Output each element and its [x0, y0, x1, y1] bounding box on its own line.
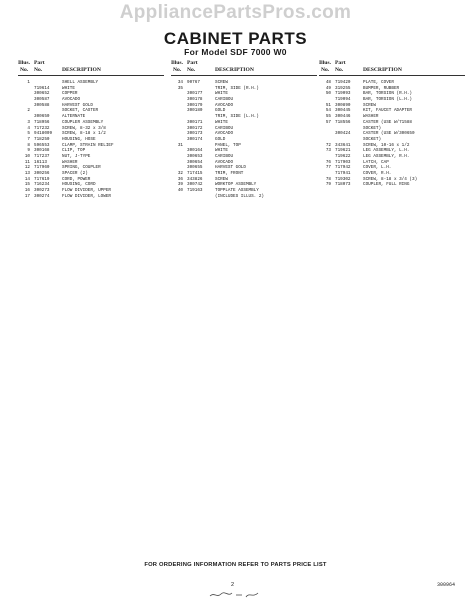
illus-header: Illus.	[319, 60, 331, 66]
part-description: BAR, TORSION (R.H.)	[363, 91, 412, 97]
part-number: 716234	[34, 182, 50, 188]
part-description: LEG ASSEMBLY, R.H.	[363, 153, 410, 159]
part-description: WHITE	[215, 91, 228, 97]
illus-number: 50	[325, 91, 331, 97]
part-number: 596553	[34, 142, 50, 148]
part-number: 717941	[335, 171, 351, 176]
part-description: TRIM, SIDE (L.H.)	[215, 114, 259, 120]
header-rule	[18, 75, 164, 76]
page-title: CABINET PARTS	[163, 29, 308, 48]
part-number: 300446	[335, 114, 351, 120]
part-description: SOCKET)	[363, 136, 382, 142]
part-number: 16113	[34, 159, 47, 165]
part-description: LEG ASSEMBLY, L.H.	[363, 148, 410, 154]
part-description: TRIM, SIDE (R.H.)	[215, 85, 259, 91]
part-number: 300179	[187, 102, 203, 108]
part-number: 719094	[335, 97, 351, 103]
illus-number: 15	[24, 182, 30, 188]
part-description: SPACER (2)	[62, 171, 88, 176]
illus-number: 54	[325, 108, 331, 114]
illus-number: 78	[325, 176, 331, 182]
illus-number: 4	[27, 125, 30, 131]
part-description: SOCKET, CASTER	[62, 108, 99, 114]
part-number: 719093	[335, 91, 351, 97]
illus-number: 36	[177, 176, 183, 182]
part-description: FLOW DIVIDER, UPPER	[62, 188, 111, 194]
part-description: SCREW	[363, 102, 376, 108]
part-number: 718250	[34, 136, 50, 142]
part-number: 300742	[187, 182, 203, 188]
part-number: 718956	[34, 119, 50, 125]
illus-number: 17	[24, 193, 30, 199]
parts-column-3	[319, 60, 465, 188]
part-description: NUT, J-TYPE	[62, 153, 91, 159]
part-number: 300256	[34, 171, 50, 176]
part-number: 300652	[34, 91, 50, 97]
illus-number: 76	[325, 159, 331, 165]
part-description: KIT, FAUCET ADAPTER	[363, 108, 412, 114]
part-description: CASTER (USE W/71588	[363, 119, 412, 125]
parts-rows	[18, 80, 164, 199]
part-description: SCREW, 10-16 x 1/2	[363, 142, 410, 148]
part-header: Part	[187, 60, 198, 66]
illus-number: 2	[27, 108, 30, 114]
part-description: SPRING, COUPLER	[62, 165, 101, 171]
part-description: CARIBOU	[215, 125, 234, 131]
part-number: 300177	[187, 91, 203, 97]
part-description: WASHER	[363, 114, 379, 120]
part-description: ALTERNATE	[62, 114, 86, 120]
part-number: 300172	[187, 125, 203, 131]
part-description: HARVEST GOLD	[215, 165, 246, 171]
part-description: CASTER (USE W/300650	[363, 131, 415, 137]
part-number: 300273	[34, 188, 50, 194]
part-number: 719614	[34, 85, 50, 91]
illus-header: Illus.	[18, 60, 30, 66]
header-rule	[171, 75, 317, 76]
illus-number: 49	[325, 85, 331, 91]
part-description: HARVEST GOLD	[62, 102, 93, 108]
illus-no-header: No.	[20, 67, 29, 73]
illus-number: 9	[27, 148, 30, 154]
illus-no-header: No.	[321, 67, 330, 73]
part-number: 90767	[187, 80, 200, 85]
part-description: (INCLUDES ILLUS. 2)	[215, 193, 264, 199]
illus-number: 55	[325, 114, 331, 120]
part-row	[171, 194, 317, 200]
part-description: LATCH, CAP	[363, 159, 389, 165]
handwritten-mark	[208, 589, 260, 599]
illus-number: 10	[24, 153, 30, 159]
illus-number: 12	[24, 165, 30, 171]
illus-number: 79	[325, 182, 331, 188]
illus-number: 3	[27, 119, 30, 125]
part-number: 719621	[335, 148, 351, 154]
part-number: 300168	[34, 148, 50, 154]
illus-number: 40	[177, 188, 183, 194]
part-number: 300173	[187, 131, 203, 137]
part-description: GOLD	[215, 136, 226, 142]
part-description: GOLD	[215, 108, 226, 114]
part-description: SCREW	[215, 80, 228, 85]
part-description: HOUSING, HOSE	[62, 136, 96, 142]
illus-number: 14	[24, 176, 30, 182]
part-header: Part	[335, 60, 346, 66]
part-number: 717232	[34, 125, 50, 131]
part-no-header: No.	[335, 67, 344, 73]
page-number: 2	[231, 582, 235, 588]
description-header: DESCRIPTION	[363, 67, 402, 73]
illus-no-header: No.	[173, 67, 182, 73]
part-number: 300424	[335, 131, 351, 137]
part-description: CLIP, TOP	[62, 148, 86, 154]
part-description: TRIM, FRONT	[215, 171, 244, 176]
illus-number: 1	[27, 80, 30, 85]
part-number: 300650	[34, 114, 50, 120]
part-description: SCREW	[215, 176, 228, 182]
illus-number: 35	[177, 85, 183, 91]
part-description: FLOW DIVIDER, LOWER	[62, 193, 111, 199]
part-description: SCREW, 8-18 x 3/4 (3)	[363, 176, 418, 182]
parts-rows	[319, 80, 465, 188]
illus-number: 32	[177, 171, 183, 176]
illus-number: 34	[177, 80, 183, 85]
watermark-text: AppliancePartsPros.com	[119, 2, 352, 23]
illus-number: 8	[27, 142, 30, 148]
illus-number: 7	[27, 136, 30, 142]
part-number: 300174	[187, 136, 203, 142]
header-rule	[319, 75, 465, 76]
part-no-header: No.	[187, 67, 196, 73]
part-number: 300587	[34, 97, 50, 103]
part-number: 719302	[335, 176, 351, 182]
part-number: 300180	[187, 108, 203, 114]
part-number: 300655	[187, 165, 203, 171]
description-header: DESCRIPTION	[215, 67, 254, 73]
column-header	[171, 60, 317, 80]
column-header	[319, 60, 465, 80]
part-description: WHITE	[215, 119, 228, 125]
part-number: 300171	[187, 119, 203, 125]
illus-number: 31	[177, 142, 183, 148]
illus-number: 5	[27, 131, 30, 137]
part-description: PANEL, TOP	[215, 142, 241, 148]
part-description: WORKTOP ASSEMBLY	[215, 182, 257, 188]
part-description: SOCKET)	[363, 125, 382, 131]
illus-number: 77	[325, 165, 331, 171]
part-number: 719622	[335, 153, 351, 159]
part-description: COPPER	[62, 91, 78, 97]
document-code: 300964	[437, 582, 456, 588]
part-description: AVOCADO	[215, 102, 234, 108]
part-description: AVOCADO	[215, 159, 234, 165]
part-description: CARIBOU	[215, 97, 234, 103]
part-number: 300445	[335, 108, 351, 114]
part-number: 300588	[34, 102, 50, 108]
illus-number: 51	[325, 102, 331, 108]
illus-number: 13	[24, 171, 30, 176]
column-header	[18, 60, 164, 80]
illus-number: 11	[24, 159, 30, 165]
part-number: 717415	[187, 171, 203, 176]
illus-number: 39	[177, 182, 183, 188]
part-description: WHITE	[215, 148, 228, 154]
illus-number: 48	[325, 80, 331, 85]
part-number: 343826	[187, 176, 203, 182]
part-number: 717619	[34, 176, 50, 182]
part-no-header: No.	[34, 67, 43, 73]
part-number: 300654	[187, 159, 203, 165]
part-description: CLAMP, STRAIN RELIEF	[62, 142, 114, 148]
part-description: SHELL ASSEMBLY	[62, 80, 99, 85]
part-number: 719163	[187, 188, 203, 194]
illus-number: 57	[325, 119, 331, 125]
part-number: 719420	[335, 80, 351, 85]
part-description: AVOCADO	[62, 97, 81, 103]
part-number: 718073	[335, 182, 351, 188]
illus-number: 73	[325, 148, 331, 154]
part-number: 717960	[34, 165, 50, 171]
part-number: 300890	[335, 102, 351, 108]
part-number: 717942	[335, 165, 351, 171]
part-description: BUMPER, RUBBER	[363, 85, 400, 91]
part-number: 717237	[34, 153, 50, 159]
part-description: HOUSING, CORD	[62, 182, 96, 188]
part-number: 9418009	[34, 131, 53, 137]
illus-number: 72	[325, 142, 331, 148]
model-subtitle: For Model SDF 7000 W0	[184, 47, 287, 57]
part-description: AVOCADO	[215, 131, 234, 137]
part-description: WASHER	[62, 159, 78, 165]
illus-number: 16	[24, 188, 30, 194]
description-header: DESCRIPTION	[62, 67, 101, 73]
part-description: PLATE, COVER	[363, 80, 394, 85]
parts-rows	[171, 80, 317, 199]
part-number: 718556	[335, 119, 351, 125]
part-description: COUPLER ASSEMBLY	[62, 119, 104, 125]
parts-column-2	[171, 60, 317, 199]
illus-header: Illus.	[171, 60, 183, 66]
parts-column-1	[18, 60, 164, 199]
part-description: CORD, POWER	[62, 176, 91, 182]
part-description: COUPLER, FULL RING	[363, 182, 410, 188]
part-number: 300178	[187, 97, 203, 103]
part-description: SCREW, 8-18 x 1/2	[62, 131, 106, 137]
ordering-note: FOR ORDERING INFORMATION REFER TO PARTS PRICE LIST	[144, 562, 327, 568]
part-description: TOPPLATE ASSEMBLY	[215, 188, 259, 194]
part-description: BAR, TORSION (L.H.)	[363, 97, 412, 103]
part-description: SCREW, 8-32 x 3/8	[62, 125, 106, 131]
part-number: 300164	[187, 148, 203, 154]
part-number: 300274	[34, 193, 50, 199]
part-number: 300653	[187, 153, 203, 159]
part-description: CARIBOU	[215, 153, 234, 159]
part-description: WHITE	[62, 85, 75, 91]
part-row	[18, 194, 164, 200]
part-number: 319255	[335, 85, 351, 91]
part-header: Part	[34, 60, 45, 66]
part-row	[319, 182, 465, 188]
part-description: COVER, L.H.	[363, 165, 392, 171]
part-number: 343641	[335, 142, 351, 148]
part-number: 717903	[335, 159, 351, 165]
part-description: COVER, R.H.	[363, 171, 392, 176]
